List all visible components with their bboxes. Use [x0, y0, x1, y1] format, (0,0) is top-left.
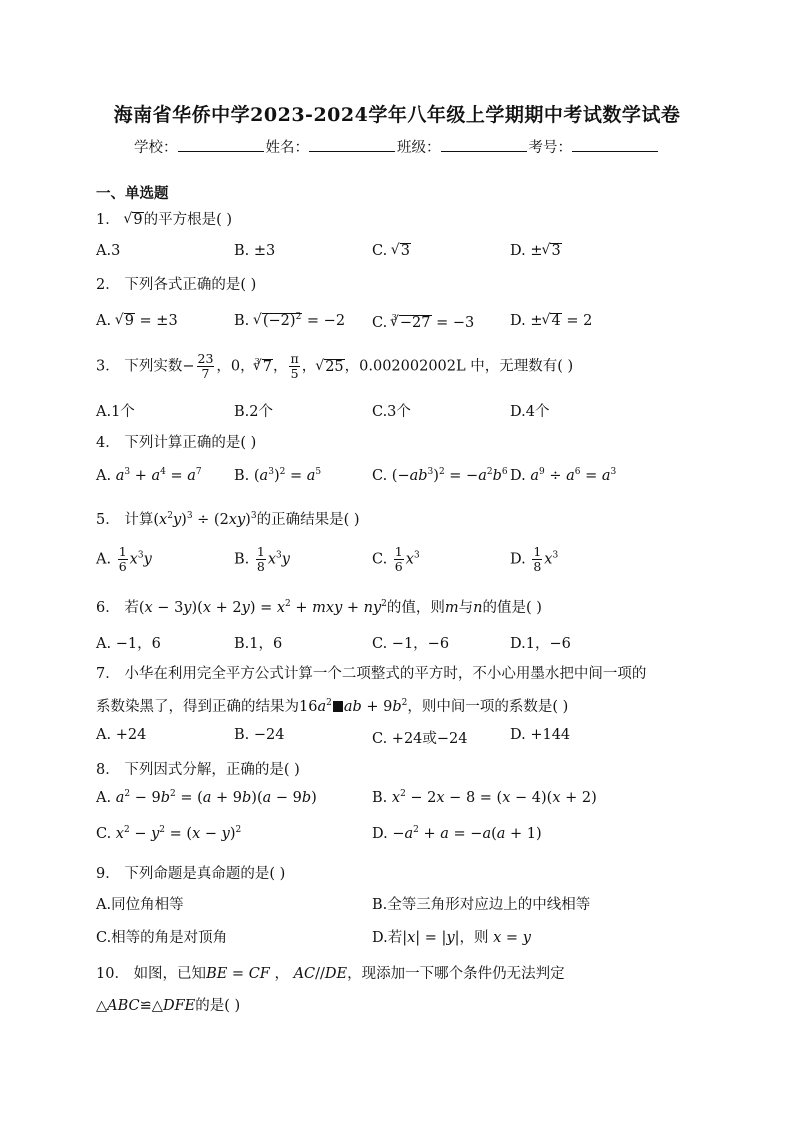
question-number: 1．: [96, 212, 120, 228]
question-number: 9．: [96, 866, 120, 882]
q4-option-a[interactable]: A. $a^3 + a^4 = a^7$: [96, 467, 202, 484]
q8-option-c[interactable]: C. $x^2 - y^2 = (x - y)^2$: [96, 825, 242, 842]
q4-option-c[interactable]: C. $(-ab^3)^2 = -a^2b^6$: [372, 467, 508, 484]
q3-option-b[interactable]: B.2个: [234, 404, 273, 420]
q7-option-d[interactable]: D. +144: [510, 727, 571, 743]
question-3: 3． 下列实数− $\frac{23}{7}$ ，0，$^3$√ 7， $\frac{\pi}{5}$ ，√ 25，0.002002002L 中，无理数有( ): [96, 352, 573, 381]
class-blank[interactable]: [441, 139, 527, 152]
exam-number-blank[interactable]: [572, 139, 658, 152]
school-label: 学校：: [134, 140, 178, 156]
q6-option-c[interactable]: C. −1，−6: [372, 636, 450, 652]
q8-option-a[interactable]: A. $a^2 - 9b^2 = (a + 9b)(a - 9b)$: [96, 789, 317, 806]
q1-option-a[interactable]: A.3: [96, 243, 121, 259]
student-info-row: [0, 136, 794, 157]
q4-option-d[interactable]: D. $a^9 \div a^6 = a^3$: [510, 467, 617, 484]
question-5: 5． 计算$(x^2y)^3 \div (2xy)^3$的正确结果是( ): [96, 511, 360, 528]
question-7: [96, 662, 646, 683]
q8-option-b[interactable]: B. $x^2 - 2x - 8 = (x - 4)(x + 2)$: [372, 789, 597, 806]
ink-blot: [333, 701, 343, 712]
question-6: 6． 若$(x - 3y)(x + 2y) = x^2$ + mxy + $ny^2$的值，则m与n的值是( ): [96, 599, 542, 616]
question-4: [96, 431, 256, 452]
class-label: 班级：: [397, 140, 441, 156]
q7-option-a[interactable]: A. +24: [96, 727, 147, 743]
question-text: 下列命题是真命题的是( ): [124, 866, 286, 882]
q5-option-c[interactable]: C. $\frac{1}{6}$ $x^3$: [372, 544, 420, 574]
q9-option-a[interactable]: A.同位角相等: [96, 897, 184, 913]
question-7-line-2: 系数染黑了，得到正确的结果为$16a^2$ ab + $9b^2$，则中间一项的系数是( ): [96, 698, 569, 715]
question-number: 7．: [96, 666, 120, 682]
q9-option-b[interactable]: B.全等三角形对应边上的中线相等: [372, 897, 591, 913]
question-text: 下列计算正确的是( ): [124, 435, 257, 451]
exam-title: 海南省华侨中学2023-2024学年八年级上学期期中考试数学试卷: [113, 104, 681, 126]
question-text: 小华在利用完全平方公式计算一个二项整式的平方时，不小心用墨水把中间一项的: [124, 666, 647, 682]
question-text: 下列各式正确的是( ): [124, 277, 257, 293]
question-number: 5．: [96, 512, 120, 528]
q8-option-d[interactable]: D. $-a^2 + a = -a(a + 1)$: [372, 825, 542, 842]
q5-option-a[interactable]: A. $\frac{1}{6}$ $x^3y$: [96, 544, 152, 574]
q3-option-d[interactable]: D.4个: [510, 404, 550, 420]
q6-option-d[interactable]: D.1，−6: [510, 636, 571, 652]
name-blank[interactable]: [309, 139, 395, 152]
question-1: [96, 208, 232, 229]
q5-option-b[interactable]: B. $\frac{1}{8}$ $x^3y$: [234, 544, 290, 574]
question-text: 下列因式分解，正确的是( ): [124, 762, 300, 778]
question-number: 4．: [96, 435, 120, 451]
question-text: 的平方根是( ): [143, 212, 233, 228]
sqrt-expression: √ 9: [124, 212, 143, 228]
q6-option-a[interactable]: A. −1，6: [96, 636, 161, 652]
q1-option-c[interactable]: C. √ 3: [372, 243, 411, 259]
q1-option-b[interactable]: B. ±3: [234, 243, 276, 259]
question-number: 3．: [96, 358, 120, 375]
q3-option-a[interactable]: A.1个: [96, 404, 135, 420]
q1-option-d[interactable]: D. ±√ 3: [510, 243, 562, 259]
q2-option-d[interactable]: D. ±√ 4 = 2: [510, 313, 592, 329]
q9-option-c[interactable]: C.相等的角是对顶角: [96, 930, 228, 946]
q3-option-c[interactable]: C.3个: [372, 404, 411, 420]
q2-option-a[interactable]: A. √ 9 = ±3: [96, 313, 178, 329]
q7-option-b[interactable]: B. −24: [234, 727, 285, 743]
q4-option-b[interactable]: B. $(a^3)^2 = a^5$: [234, 467, 322, 484]
question-number: 6．: [96, 600, 120, 616]
question-number: 8．: [96, 762, 120, 778]
exam-number-label: 考号：: [528, 140, 572, 156]
question-text: 计算: [124, 512, 154, 528]
q2-option-b[interactable]: B. √ $(-2)^2 = -2$: [234, 313, 345, 329]
question-9: [96, 862, 285, 883]
q9-option-d[interactable]: D.若|x| = |y|，则 x = y: [372, 930, 531, 946]
question-text: 下列实数: [124, 358, 183, 375]
question-10: 10． 如图，已知BE = CF ， AC//DE，现添加一下哪个条件仍无法判定: [96, 966, 565, 982]
name-label: 姓名：: [265, 140, 309, 156]
section-heading: 一、单选题: [96, 185, 169, 202]
q2-option-c[interactable]: C. $^3$√ −27 = −3: [372, 313, 474, 331]
question-10-line-2: △ABC≌△DFE的是( ): [96, 998, 241, 1014]
school-blank[interactable]: [178, 139, 264, 152]
question-8: [96, 758, 300, 779]
question-text: 若: [124, 600, 139, 616]
q5-option-d[interactable]: D. $\frac{1}{8}$ $x^3$: [510, 544, 559, 574]
question-number: 2．: [96, 277, 120, 293]
question-text: 如图，已知: [133, 966, 207, 982]
q7-option-c[interactable]: C. +24或−24: [372, 731, 468, 747]
question-2: [96, 273, 256, 294]
question-number: 10．: [96, 966, 129, 982]
q6-option-b[interactable]: B.1，6: [234, 636, 283, 652]
